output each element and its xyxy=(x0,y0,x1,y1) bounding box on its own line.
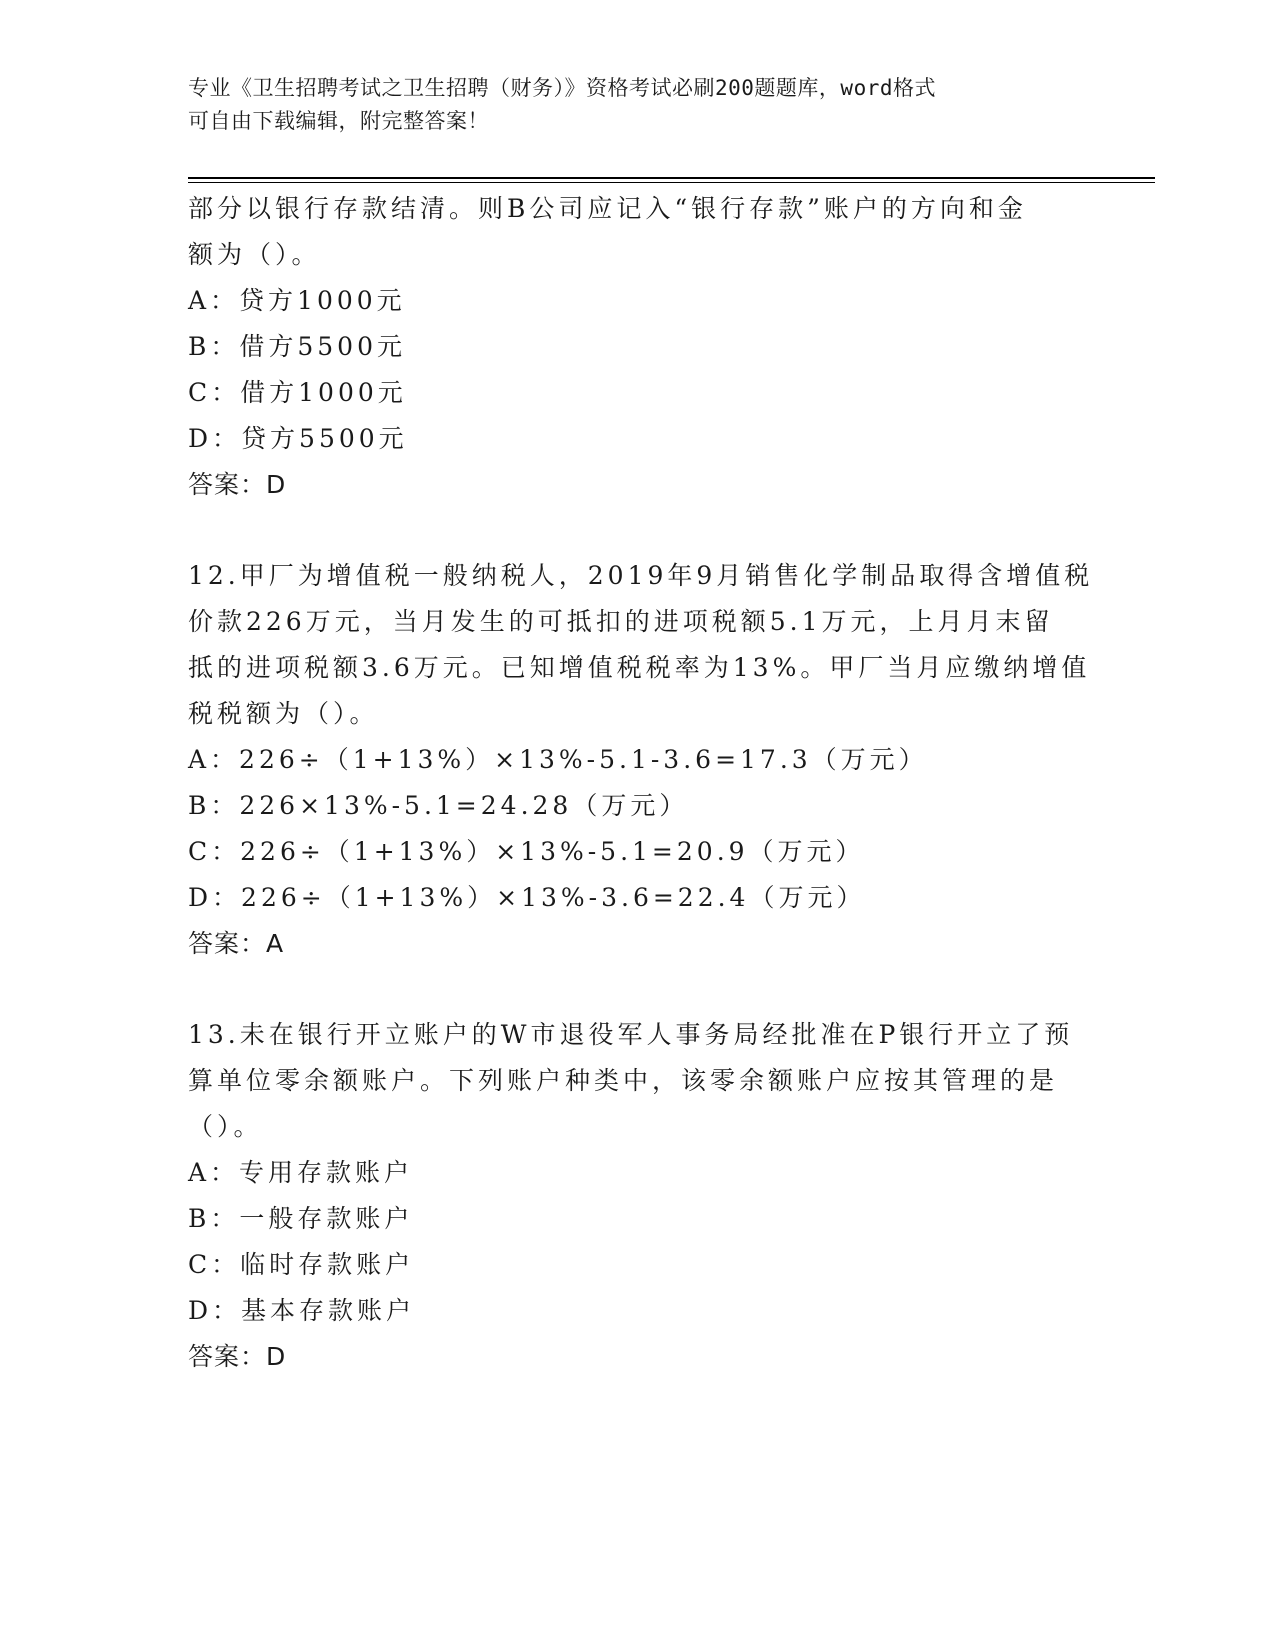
question-content xyxy=(188,186,1094,1380)
question-12 xyxy=(188,553,1094,967)
question-stem-line: 税税额为（）。 xyxy=(188,699,379,728)
question-stem-line: 价款226万元，当月发生的可抵扣的进项税额5.1万元，上月月末留 xyxy=(188,607,1054,636)
question-13 xyxy=(188,1012,1088,1380)
option-c: C：226÷（1+13%）×13%-5.1=20.9（万元） xyxy=(188,837,865,866)
question-gap xyxy=(188,508,1088,553)
header-line-1: 专业《卫生招聘考试之卫生招聘（财务）》资格考试必刷200题题库，word格式 xyxy=(188,76,936,100)
question-11 xyxy=(188,186,1088,508)
option-a: A：专用存款账户 xyxy=(188,1158,414,1187)
question-stem-line: 部分以银行存款结清。则B公司应记入“银行存款”账户的方向和金 xyxy=(188,194,1027,223)
question-stem-line: 额为（）。 xyxy=(188,240,321,269)
question-stem-line: （）。 xyxy=(188,1112,263,1141)
header-line-2: 可自由下载编辑，附完整答案！ xyxy=(188,109,489,133)
header-rule-thin xyxy=(188,182,1155,183)
question-stem-line: 13.未在银行开立账户的W市退役军人事务局经批准在P银行开立了预 xyxy=(188,1020,1074,1049)
question-stem-line: 算单位零余额账户。下列账户种类中，该零余额账户应按其管理的是 xyxy=(188,1066,1059,1095)
answer-label: 答案：D xyxy=(188,470,287,499)
option-a: A：226÷（1+13%）×13%-5.1-3.6=17.3（万元） xyxy=(188,745,928,774)
header-rule-thick xyxy=(188,177,1155,179)
option-b: B：一般存款账户 xyxy=(188,1204,414,1233)
option-d: D：基本存款账户 xyxy=(188,1296,416,1325)
option-b: B：226×13%-5.1=24.28（万元） xyxy=(188,791,689,820)
option-d: D：贷方5500元 xyxy=(188,424,408,453)
question-stem-line: 12.甲厂为增值税一般纳税人，2019年9月销售化学制品取得含增值税 xyxy=(188,561,1094,590)
option-c: C：临时存款账户 xyxy=(188,1250,415,1279)
document-header xyxy=(188,72,1088,138)
answer-label: 答案：A xyxy=(188,929,285,958)
option-a: A：贷方1000元 xyxy=(188,286,406,315)
option-c: C：借方1000元 xyxy=(188,378,407,407)
option-d: D：226÷（1+13%）×13%-3.6=22.4（万元） xyxy=(188,883,866,912)
question-gap xyxy=(188,967,1088,1012)
question-stem-line: 抵的进项税额3.6万元。已知增值税税率为13%。甲厂当月应缴纳增值 xyxy=(188,653,1091,682)
option-b: B：借方5500元 xyxy=(188,332,406,361)
answer-label: 答案：D xyxy=(188,1342,287,1371)
